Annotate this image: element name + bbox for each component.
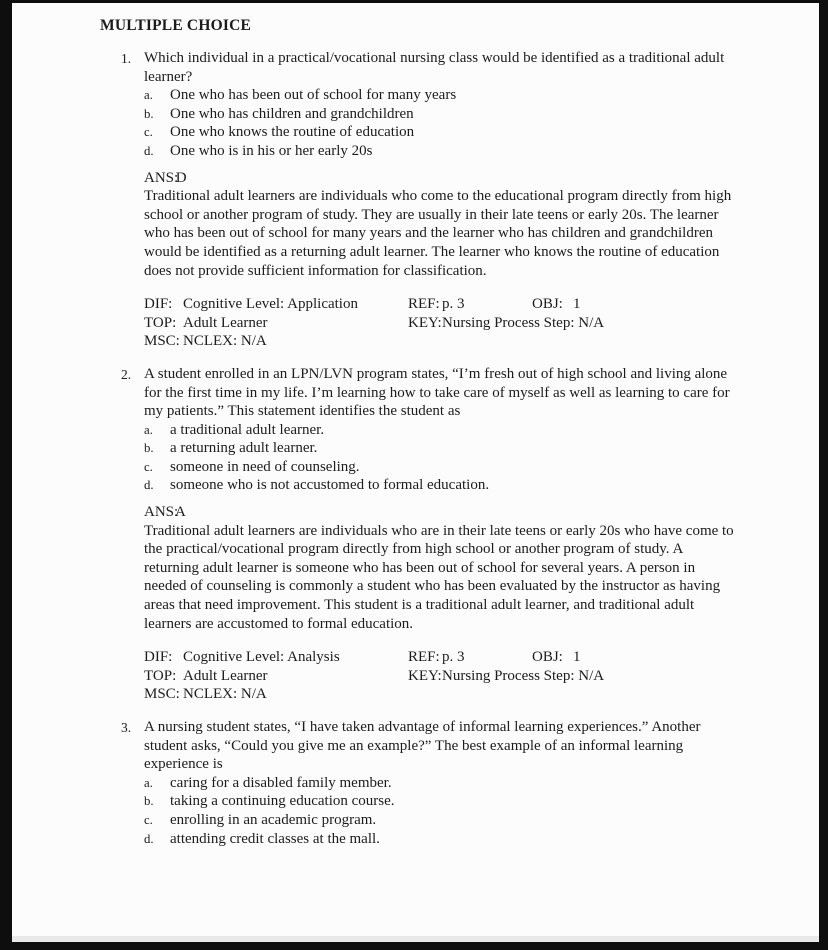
option-text: someone in need of counseling.: [170, 458, 360, 475]
dif-value: Cognitive Level: Application: [183, 296, 358, 313]
option-c: [144, 123, 737, 142]
question-number: 3.: [121, 720, 132, 735]
metadata-row: [144, 295, 737, 314]
option-a: [144, 774, 737, 793]
option-b: [144, 105, 737, 124]
key-label: KEY:: [408, 667, 442, 684]
option-b: [144, 439, 737, 458]
option-a: [144, 421, 737, 440]
section-title: MULTIPLE CHOICE: [100, 17, 251, 34]
top-value: Adult Learner: [183, 314, 268, 331]
option-text: One who has children and grandchildren: [170, 105, 414, 122]
metadata-row: [144, 667, 737, 686]
question-metadata: [144, 295, 737, 351]
option-text: One who has been out of school for many years: [170, 87, 457, 104]
option-letter: c.: [144, 812, 153, 827]
option-text: someone who is not accustomed to formal education.: [170, 477, 490, 494]
option-letter: b.: [144, 441, 154, 456]
metadata-row: [144, 314, 737, 333]
metadata-row: [144, 332, 737, 351]
answer-value: D: [175, 169, 187, 186]
question-number: 2.: [121, 366, 132, 382]
option-letter: a.: [144, 775, 153, 790]
option-letter: c.: [144, 125, 153, 140]
msc-label: MSC:: [144, 333, 180, 350]
option-letter: b.: [144, 106, 154, 121]
top-label: TOP:: [144, 314, 177, 331]
option-text: One who is in his or her early 20s: [170, 142, 373, 159]
rationale: Traditional adult learners are individuals who are in their late teens or early 20s who have come to the practical/vocational program directly from high school or another program of study. A returning adult learner is someone who has been out of school for several years. A person in needed of counseling is commonly a student who has been evaluated by the instructor as having areas that need improvement. This student is a traditional adult learner, and traditional adult learners are accustomed to formal education.: [144, 522, 734, 632]
option-d: [144, 142, 737, 161]
msc-value: NCLEX: N/A: [183, 686, 267, 703]
question-stem: Which individual in a practical/vocational nursing class would be identified as a traditional adult learner?: [144, 50, 725, 85]
page-bottom-edge: [12, 936, 819, 942]
dif-value: Cognitive Level: Analysis: [183, 649, 340, 666]
msc-value: NCLEX: N/A: [183, 333, 267, 350]
answer-label: ANS:: [144, 504, 179, 521]
dif-label: DIF:: [144, 649, 173, 666]
option-d: [144, 476, 737, 495]
option-a: [144, 86, 737, 105]
ref-value: p. 3: [442, 649, 465, 666]
question-body: [144, 365, 737, 704]
ref-label: REF:: [408, 296, 440, 313]
ref-value: p. 3: [442, 296, 465, 313]
answer-line: [144, 503, 737, 522]
options-list: [144, 774, 737, 848]
top-label: TOP:: [144, 667, 177, 684]
question-block-1: [100, 49, 749, 351]
option-c: [144, 811, 737, 830]
option-letter: d.: [144, 143, 154, 158]
option-text: caring for a disabled family member.: [170, 774, 392, 791]
question-block-3: [100, 718, 749, 848]
obj-value: 1: [573, 296, 581, 313]
option-letter: c.: [144, 459, 153, 474]
option-c: [144, 458, 737, 477]
option-letter: d.: [144, 478, 154, 493]
option-b: [144, 792, 737, 811]
option-letter: a.: [144, 88, 153, 103]
top-value: Adult Learner: [183, 667, 268, 684]
rationale: Traditional adult learners are individuals who come to the educational program directly from high school or another program of study. They are usually in their late teens or early 20s. The learner who has been out of school for many years and the learner who has children and grandchildren would be identified as a returning adult learner. The learner who knows the routine of education does not provide sufficient information for classification.: [144, 188, 732, 279]
question-metadata: [144, 648, 737, 704]
option-letter: d.: [144, 831, 154, 846]
document-page: [12, 3, 819, 936]
question-body: [144, 718, 737, 848]
question-body: [144, 49, 737, 351]
ref-label: REF:: [408, 649, 440, 666]
option-text: taking a continuing education course.: [170, 793, 395, 810]
option-letter: b.: [144, 794, 154, 809]
obj-label: OBJ:: [532, 649, 563, 666]
obj-value: 1: [573, 649, 581, 666]
option-d: [144, 830, 737, 849]
option-letter: a.: [144, 422, 153, 437]
metadata-row: [144, 648, 737, 667]
obj-label: OBJ:: [532, 296, 563, 313]
option-text: a traditional adult learner.: [170, 421, 325, 438]
options-list: [144, 86, 737, 160]
answer-value: A: [174, 504, 186, 521]
option-text: One who knows the routine of education: [170, 124, 415, 141]
dif-label: DIF:: [144, 296, 173, 313]
question-number: 1.: [121, 51, 132, 66]
option-text: attending credit classes at the mall.: [170, 830, 380, 847]
options-list: [144, 421, 737, 495]
key-value: Nursing Process Step: N/A: [442, 667, 605, 684]
metadata-row: [144, 685, 737, 704]
msc-label: MSC:: [144, 686, 180, 703]
option-text: enrolling in an academic program.: [170, 811, 377, 828]
key-value: Nursing Process Step: N/A: [442, 314, 605, 331]
question-stem: A student enrolled in an LPN/LVN program states, “I’m fresh out of high school and living alone for the first time in my life. I’m learning how to take care of myself as well as learning to care for my patients.” This statement identifies the student as: [144, 365, 730, 420]
key-label: KEY:: [408, 314, 442, 331]
option-text: a returning adult learner.: [170, 440, 318, 457]
answer-label: ANS:: [144, 169, 179, 186]
question-stem: A nursing student states, “I have taken advantage of informal learning experiences.” Another student asks, “Could you give me an example?” The best example of an informal learning experience is: [144, 719, 701, 773]
question-block-2: [100, 365, 749, 704]
answer-line: [144, 169, 737, 188]
